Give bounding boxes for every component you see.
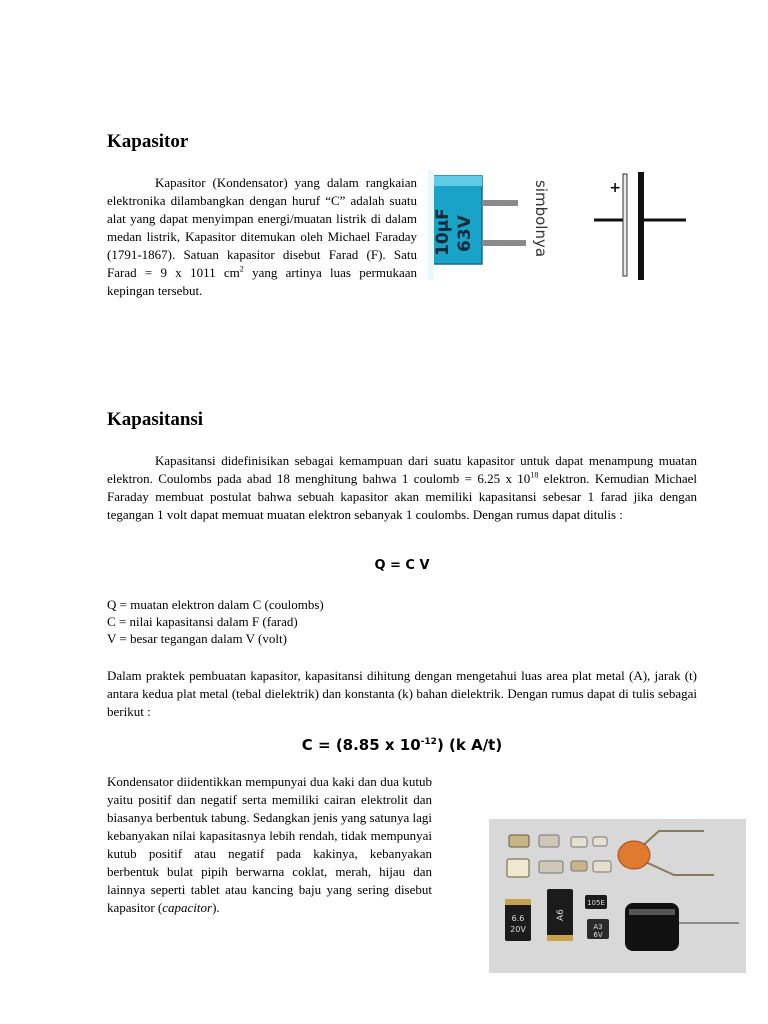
- capacitor-lead-bottom: [482, 240, 526, 246]
- smd-chip: [509, 835, 529, 847]
- formula-capacitance-a: C = (8.85 x 10: [301, 736, 421, 754]
- smd-chip: [539, 861, 563, 873]
- capacitor-illustration: [428, 164, 690, 296]
- formula-q-cv: Q = C V: [374, 558, 430, 573]
- superscript: 2: [239, 264, 244, 274]
- smd-chip: [539, 835, 559, 847]
- paragraph-kapasitor-text: Kapasitor (Kondensator) yang dalam rangkaian elektronika dilambangkan dengan huruf “C” adalah suatu alat yang dapat menyimpan energi/muatan listrik di dalam medan listrik, Kapasitor ditemukan oleh Michael Faraday (1791-1867). Satuan kapasitor disebut Farad (F). Satu Farad = 9 x 1011 cm: [107, 175, 417, 280]
- capacitor-lead-top: [482, 200, 518, 206]
- capacitors-photo-svg: [489, 819, 746, 973]
- electrolytic-stripe: [629, 909, 675, 915]
- capacitor-body-band: [432, 176, 482, 186]
- paragraph-kondensator-end: ).: [212, 900, 220, 915]
- paragraph-kapasitor-end: yang artinya luas permukaan kepingan tersebut.: [107, 265, 417, 298]
- capacitor-label-voltage: 63V: [455, 215, 475, 252]
- symbol-plate-positive: [623, 174, 627, 276]
- paragraph-kapasitor: [107, 174, 417, 300]
- smd-chip: [593, 861, 611, 872]
- smd-chip: [507, 859, 529, 877]
- paragraph-kondensator-text: Kondensator diidentikkan mempunyai dua kaki dan dua kutub yaitu positif dan negatif serta memiliki cairan elektrolit dan biasanya berbentuk tabung. Sedangkan jenis yang satunya lagi kebanyakan nilai kapasitasnya lebih rendah, tidak mempunyai kutub positif atau negatif pada kakinya, kebanyakan berbentuk bulat pipih berwarna coklat, merah, hijau dan lainnya seperti tablet atau kancing baju yang sering disebut kapasitor (: [107, 774, 432, 915]
- capacitors-photo: [489, 819, 746, 973]
- section-heading-kapasitor: Kapasitor: [107, 131, 189, 152]
- definition-list: [107, 596, 324, 647]
- paragraph-kapasitansi: [107, 452, 697, 524]
- symbol-caption: simbolnya: [532, 180, 550, 258]
- capacitor-figure: [428, 164, 690, 296]
- paragraph-kapasitansi-text: Kapasitansi didefinisikan sebagai kemampuan dari suatu kapasitor untuk dapat menampung muatan elektron. Coulombs pada abad 18 menghitung bahwa 1 coulomb = 6.25 x 10: [107, 453, 697, 486]
- smd-chip: [593, 837, 607, 846]
- tantalum-label: 6V: [593, 931, 603, 939]
- smd-chip: [571, 861, 587, 871]
- smd-chip: [571, 837, 587, 847]
- tantalum-label: 6.6: [511, 914, 525, 923]
- tantalum-band: [547, 935, 573, 941]
- formula-exponent: -12: [420, 737, 437, 747]
- symbol-plus-sign: +: [609, 180, 621, 196]
- definition-q: Q = muatan elektron dalam C (coulombs): [107, 597, 324, 612]
- definition-c: C = nilai kapasitansi dalam F (farad): [107, 614, 298, 629]
- symbol-plate-negative: [638, 172, 644, 280]
- paragraph-kapasitansi-end: elektron. Kemudian Michael Faraday membuat postulat bahwa sebuah kapasitor akan memiliki kapasitansi sebesar 1 farad jika dengan tegangan 1 volt dapat memuat muatan elektron sebanyak 1 coulombs. Dengan rumus dapat ditulis :: [107, 471, 697, 522]
- formula-capacitance: [107, 736, 697, 754]
- ceramic-disc-capacitor: [618, 841, 650, 869]
- tantalum-label: 20V: [510, 925, 526, 934]
- formula-capacitance-b: ) (k A/t): [436, 736, 503, 754]
- tantalum-label: 105E: [587, 899, 605, 907]
- section-heading-kapasitansi: Kapasitansi: [107, 409, 204, 430]
- tantalum-label: A3: [593, 923, 603, 931]
- superscript: 18: [530, 470, 539, 480]
- paragraph-praktek: Dalam praktek pembuatan kapasitor, kapasitansi dihitung dengan mengetahui luas area plat metal (A), jarak (t) antara kedua plat metal (tebal dielektrik) dan konstanta (k) bahan dielektrik. Dengan rumus dapat di tulis sebagai berikut :: [107, 668, 697, 719]
- paragraph-kondensator: [107, 773, 432, 917]
- capacitor-label-value: 10µF: [433, 208, 453, 256]
- capacitor-term: capacitor: [162, 900, 213, 915]
- tantalum-label: A6: [556, 909, 566, 921]
- definition-v: V = besar tegangan dalam V (volt): [107, 631, 287, 646]
- tantalum-band: [505, 899, 531, 905]
